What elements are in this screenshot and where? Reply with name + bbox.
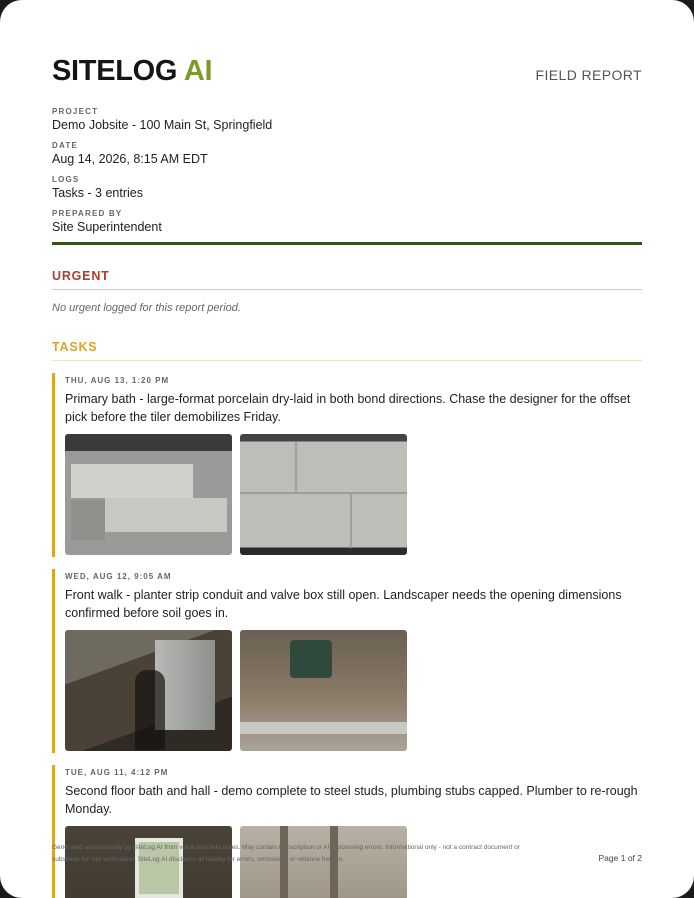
photo-thumbnail[interactable]	[65, 434, 232, 555]
entry-text: Second floor bath and hall - demo complete to steel studs, plumbing stubs capped. Plumber to re-rough Monday.	[65, 784, 638, 816]
meta-label: PREPARED BY	[52, 209, 123, 218]
footer-disclaimer: Generated automatically by SiteLog AI from voice and field notes. May contain transcription or AI-processing errors. Informational only - not a contract document or substitute for site verification. SiteLog AI disclaims all liability for errors, omissions, or reliance hereon.	[52, 844, 520, 863]
meta-value: Demo Jobsite - 100 Main St, Springfield	[52, 118, 273, 132]
meta-label: PROJECT	[52, 107, 99, 116]
task-entry	[52, 373, 642, 557]
meta-value: Tasks - 3 entries	[52, 186, 144, 200]
entry-photos	[65, 630, 642, 753]
report-meta	[52, 106, 642, 236]
report-type: FIELD REPORT	[535, 67, 642, 83]
entry-photos	[65, 434, 642, 557]
meta-prepared-by	[52, 208, 642, 236]
page-number: Page 1 of 2	[598, 853, 642, 863]
meta-label: DATE	[52, 141, 78, 150]
urgent-empty-message: No urgent logged for this report period.	[52, 302, 241, 314]
photo-thumbnail[interactable]	[65, 630, 232, 751]
report-footer	[52, 842, 642, 866]
entry-text: Front walk - planter strip conduit and valve box still open. Landscaper needs the opening dimensions confirmed before soil goes in.	[65, 588, 622, 620]
meta-date	[52, 140, 642, 168]
meta-value: Aug 14, 2026, 8:15 AM EDT	[52, 152, 208, 166]
entry-timestamp: TUE, AUG 11, 4:12 PM	[65, 768, 169, 777]
task-entry	[52, 569, 642, 753]
entry-timestamp: THU, AUG 13, 1:20 PM	[65, 376, 170, 385]
urgent-section-title: URGENT	[52, 269, 642, 290]
header-divider	[52, 242, 642, 245]
tasks-section-title: TASKS	[52, 340, 642, 361]
meta-logs	[52, 174, 642, 202]
photo-thumbnail[interactable]	[240, 434, 407, 555]
entry-timestamp: WED, AUG 12, 9:05 AM	[65, 572, 172, 581]
meta-value: Site Superintendent	[52, 220, 162, 234]
report-header	[52, 0, 642, 88]
meta-project	[52, 106, 642, 134]
meta-label: LOGS	[52, 175, 80, 184]
logo-main: SITELOG	[52, 55, 178, 87]
entry-text: Primary bath - large-format porcelain dry-laid in both bond directions. Chase the designer for the offset pick before the tiler demobilizes Friday.	[65, 392, 631, 424]
task-entry	[52, 765, 642, 898]
logo-accent: AI	[183, 55, 213, 87]
photo-thumbnail[interactable]	[240, 630, 407, 751]
